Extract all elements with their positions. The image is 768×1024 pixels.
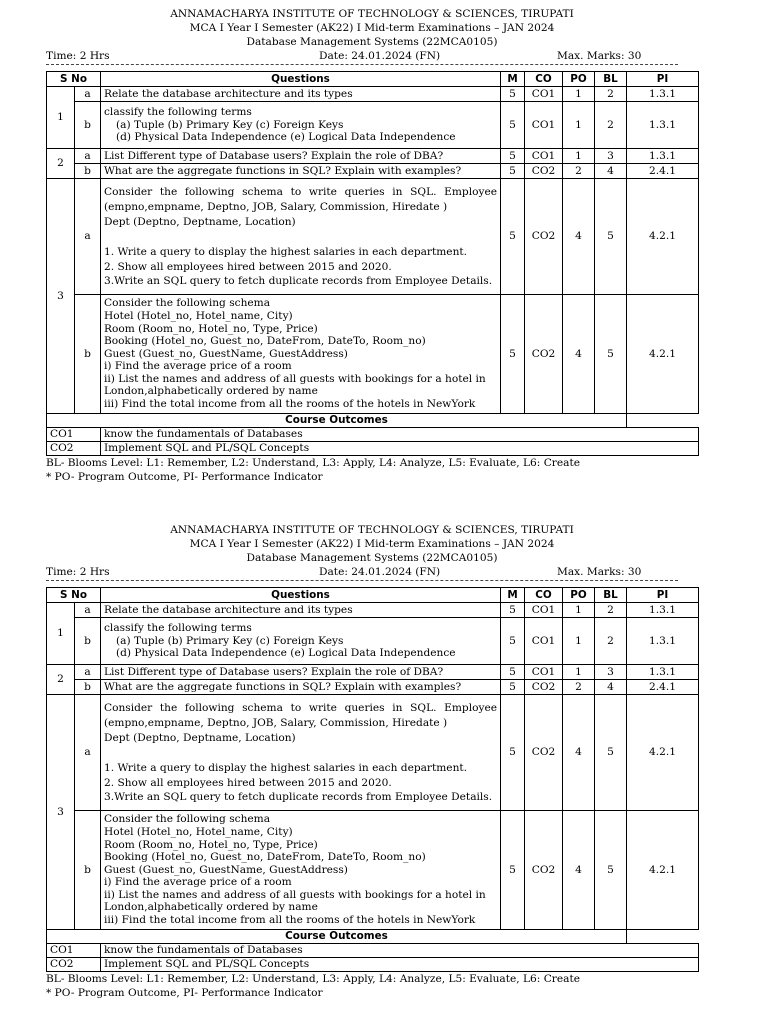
po-cell: 1 bbox=[563, 603, 595, 618]
question-line: classify the following terms bbox=[104, 622, 252, 635]
bl-cell: 4 bbox=[595, 680, 627, 695]
question-line: Booking (Hotel_no, Guest_no, DateFrom, DateTo, Room_no) bbox=[104, 851, 426, 864]
pi-cell: 1.3.1 bbox=[627, 603, 699, 618]
question-line: 3.Write an SQL query to fetch duplicate records from Employee Details. bbox=[104, 791, 493, 803]
col-header-po: PO bbox=[563, 72, 595, 87]
blank-cell bbox=[627, 414, 699, 428]
po-cell: 4 bbox=[563, 695, 595, 811]
question-line: Consider the following schema bbox=[104, 297, 271, 310]
question-line: Consider the following schema to write queries in SQL. Employee (empno,empname, Deptno, JOB, Salary, Commission, Hiredate ) bbox=[104, 186, 497, 213]
bl-cell: 4 bbox=[595, 164, 627, 179]
part-label: b bbox=[75, 295, 101, 414]
question-line: 1. Write a query to display the highest salaries in each department. bbox=[104, 762, 468, 774]
question-text bbox=[101, 618, 501, 665]
table-row bbox=[47, 811, 699, 930]
question-line: Dept (Deptno, Deptname, Location) bbox=[104, 732, 296, 744]
table-row bbox=[47, 149, 699, 164]
col-header-co: CO bbox=[525, 72, 563, 87]
po-pi-note: * PO- Program Outcome, PI- Performance Indicator bbox=[46, 986, 323, 999]
question-line: 2. Show all employees hired between 2015 and 2020. bbox=[104, 777, 392, 789]
exam-date: Date: 24.01.2024 (FN) bbox=[319, 50, 441, 62]
exam-header bbox=[46, 523, 698, 582]
part-label: b bbox=[75, 102, 101, 149]
part-label: a bbox=[75, 149, 101, 164]
col-header-sno: S No bbox=[47, 588, 101, 603]
question-line: Guest (Guest_no, GuestName, GuestAddress) bbox=[104, 863, 348, 876]
marks-cell: 5 bbox=[501, 149, 525, 164]
table-row bbox=[47, 665, 699, 680]
col-header-sno: S No bbox=[47, 72, 101, 87]
question-line: Room (Room_no, Hotel_no, Type, Price) bbox=[104, 322, 318, 335]
marks-cell: 5 bbox=[501, 179, 525, 295]
bl-cell: 5 bbox=[595, 179, 627, 295]
question-number: 3 bbox=[47, 179, 75, 414]
col-header-questions: Questions bbox=[101, 588, 501, 603]
question-text: List Different type of Database users? Explain the role of DBA? bbox=[101, 665, 501, 680]
question-line: i) Find the average price of a room bbox=[104, 360, 292, 373]
marks-cell: 5 bbox=[501, 603, 525, 618]
co-cell: CO2 bbox=[525, 680, 563, 695]
po-cell: 4 bbox=[563, 811, 595, 930]
blank-cell bbox=[627, 930, 699, 944]
co-code: CO1 bbox=[47, 427, 101, 441]
pi-cell: 1.3.1 bbox=[627, 149, 699, 164]
question-text bbox=[101, 179, 501, 295]
table-row bbox=[47, 87, 699, 102]
pi-cell: 4.2.1 bbox=[627, 179, 699, 295]
table-row bbox=[47, 295, 699, 414]
marks-cell: 5 bbox=[501, 102, 525, 149]
dashed-divider bbox=[46, 580, 678, 582]
question-line: ii) List the names and address of all guests with bookings for a hotel in London,alphabetically ordered by name bbox=[104, 372, 486, 398]
course-outcomes-title: Course Outcomes bbox=[47, 414, 627, 428]
table-row bbox=[47, 427, 699, 441]
question-number: 3 bbox=[47, 695, 75, 930]
questions-table bbox=[46, 587, 699, 972]
marks-cell: 5 bbox=[501, 87, 525, 102]
question-line: (a) Tuple (b) Primary Key (c) Foreign Keys bbox=[116, 118, 344, 131]
institute-name: ANNAMACHARYA INSTITUTE OF TECHNOLOGY & SCIENCES, TIRUPATI bbox=[170, 8, 574, 20]
table-header-row bbox=[47, 72, 699, 87]
po-cell: 1 bbox=[563, 665, 595, 680]
question-text: List Different type of Database users? Explain the role of DBA? bbox=[101, 149, 501, 164]
col-header-po: PO bbox=[563, 588, 595, 603]
po-cell: 2 bbox=[563, 680, 595, 695]
co-cell: CO1 bbox=[525, 665, 563, 680]
co-cell: CO2 bbox=[525, 295, 563, 414]
question-line: Guest (Guest_no, GuestName, GuestAddress) bbox=[104, 347, 348, 360]
question-number: 1 bbox=[47, 87, 75, 149]
exam-paper-copy-1 bbox=[46, 7, 698, 484]
question-text bbox=[101, 102, 501, 149]
bl-cell: 2 bbox=[595, 603, 627, 618]
col-header-pi: PI bbox=[627, 588, 699, 603]
question-text bbox=[101, 295, 501, 414]
co-cell: CO1 bbox=[525, 149, 563, 164]
question-line: (d) Physical Data Independence (e) Logical Data Independence bbox=[116, 647, 456, 660]
co-cell: CO1 bbox=[525, 87, 563, 102]
bl-cell: 2 bbox=[595, 618, 627, 665]
course-outcomes-header-row bbox=[47, 930, 699, 944]
co-code: CO1 bbox=[47, 943, 101, 957]
pi-cell: 4.2.1 bbox=[627, 811, 699, 930]
table-row bbox=[47, 680, 699, 695]
po-cell: 1 bbox=[563, 149, 595, 164]
question-line: Dept (Deptno, Deptname, Location) bbox=[104, 216, 296, 228]
question-text: Relate the database architecture and its types bbox=[101, 603, 501, 618]
question-text: Relate the database architecture and its types bbox=[101, 87, 501, 102]
question-line: iii) Find the total income from all the rooms of the hotels in NewYork bbox=[104, 914, 476, 927]
exam-info-row bbox=[46, 49, 698, 63]
co-code: CO2 bbox=[47, 957, 101, 971]
co-description: know the fundamentals of Databases bbox=[101, 427, 699, 441]
col-header-co: CO bbox=[525, 588, 563, 603]
part-label: a bbox=[75, 603, 101, 618]
co-cell: CO1 bbox=[525, 102, 563, 149]
question-line: 2. Show all employees hired between 2015 and 2020. bbox=[104, 261, 392, 273]
institute-name: ANNAMACHARYA INSTITUTE OF TECHNOLOGY & SCIENCES, TIRUPATI bbox=[170, 524, 574, 536]
max-marks: Max. Marks: 30 bbox=[557, 50, 642, 62]
po-cell: 4 bbox=[563, 179, 595, 295]
part-label: b bbox=[75, 811, 101, 930]
question-line: 3.Write an SQL query to fetch duplicate records from Employee Details. bbox=[104, 275, 493, 287]
exam-time: Time: 2 Hrs bbox=[46, 50, 110, 62]
col-header-m: M bbox=[501, 72, 525, 87]
marks-cell: 5 bbox=[501, 618, 525, 665]
pi-cell: 1.3.1 bbox=[627, 87, 699, 102]
table-row bbox=[47, 957, 699, 971]
question-line: Booking (Hotel_no, Guest_no, DateFrom, DateTo, Room_no) bbox=[104, 335, 426, 348]
pi-cell: 1.3.1 bbox=[627, 102, 699, 149]
question-number: 2 bbox=[47, 149, 75, 179]
part-label: b bbox=[75, 164, 101, 179]
co-cell: CO2 bbox=[525, 811, 563, 930]
marks-cell: 5 bbox=[501, 695, 525, 811]
bl-cell: 2 bbox=[595, 102, 627, 149]
question-line: (d) Physical Data Independence (e) Logical Data Independence bbox=[116, 131, 456, 144]
question-text bbox=[101, 811, 501, 930]
dashed-divider bbox=[46, 64, 678, 66]
co-cell: CO2 bbox=[525, 179, 563, 295]
pi-cell: 1.3.1 bbox=[627, 665, 699, 680]
part-label: a bbox=[75, 665, 101, 680]
table-row bbox=[47, 943, 699, 957]
marks-cell: 5 bbox=[501, 811, 525, 930]
co-cell: CO2 bbox=[525, 695, 563, 811]
exam-title: MCA I Year I Semester (AK22) I Mid-term Examinations – JAN 2024 bbox=[189, 538, 555, 550]
co-cell: CO1 bbox=[525, 603, 563, 618]
col-header-m: M bbox=[501, 588, 525, 603]
question-number: 2 bbox=[47, 665, 75, 695]
question-text bbox=[101, 695, 501, 811]
question-line: 1. Write a query to display the highest salaries in each department. bbox=[104, 246, 468, 258]
exam-info-row bbox=[46, 565, 698, 579]
co-description: Implement SQL and PL/SQL Concepts bbox=[101, 441, 699, 455]
po-cell: 2 bbox=[563, 164, 595, 179]
exam-paper-copy-2 bbox=[46, 523, 698, 1000]
table-header-row bbox=[47, 588, 699, 603]
question-line: iii) Find the total income from all the rooms of the hotels in NewYork bbox=[104, 398, 476, 411]
bl-cell: 5 bbox=[595, 695, 627, 811]
pi-cell: 2.4.1 bbox=[627, 164, 699, 179]
marks-cell: 5 bbox=[501, 295, 525, 414]
question-line: Hotel (Hotel_no, Hotel_name, City) bbox=[104, 825, 293, 838]
part-label: b bbox=[75, 618, 101, 665]
exam-date: Date: 24.01.2024 (FN) bbox=[319, 566, 441, 578]
table-row bbox=[47, 179, 699, 295]
pi-cell: 4.2.1 bbox=[627, 295, 699, 414]
col-header-pi: PI bbox=[627, 72, 699, 87]
max-marks: Max. Marks: 30 bbox=[557, 566, 642, 578]
blooms-level-note: BL- Blooms Level: L1: Remember, L2: Understand, L3: Apply, L4: Analyze, L5: Evaluate, L6: Create bbox=[46, 456, 580, 469]
part-label: a bbox=[75, 87, 101, 102]
question-line: Room (Room_no, Hotel_no, Type, Price) bbox=[104, 838, 318, 851]
table-row bbox=[47, 164, 699, 179]
bl-cell: 5 bbox=[595, 295, 627, 414]
question-text: What are the aggregate functions in SQL? Explain with examples? bbox=[101, 680, 501, 695]
table-row bbox=[47, 102, 699, 149]
pi-cell: 2.4.1 bbox=[627, 680, 699, 695]
table-row bbox=[47, 441, 699, 455]
subject-title: Database Management Systems (22MCA0105) bbox=[246, 36, 498, 48]
co-description: know the fundamentals of Databases bbox=[101, 943, 699, 957]
question-line: ii) List the names and address of all guests with bookings for a hotel in London,alphabetically ordered by name bbox=[104, 888, 486, 914]
bl-cell: 5 bbox=[595, 811, 627, 930]
exam-title: MCA I Year I Semester (AK22) I Mid-term Examinations – JAN 2024 bbox=[189, 22, 555, 34]
question-line: Consider the following schema to write queries in SQL. Employee (empno,empname, Deptno, JOB, Salary, Commission, Hiredate ) bbox=[104, 702, 497, 729]
blooms-level-note: BL- Blooms Level: L1: Remember, L2: Understand, L3: Apply, L4: Analyze, L5: Evaluate, L6: Create bbox=[46, 972, 580, 985]
bl-cell: 3 bbox=[595, 149, 627, 164]
bl-cell: 3 bbox=[595, 665, 627, 680]
exam-time: Time: 2 Hrs bbox=[46, 566, 110, 578]
marks-cell: 5 bbox=[501, 665, 525, 680]
question-line: i) Find the average price of a room bbox=[104, 876, 292, 889]
marks-cell: 5 bbox=[501, 164, 525, 179]
blank-line bbox=[104, 230, 497, 245]
question-number: 1 bbox=[47, 603, 75, 665]
po-cell: 1 bbox=[563, 87, 595, 102]
exam-header bbox=[46, 7, 698, 66]
blank-line bbox=[104, 746, 497, 761]
co-cell: CO2 bbox=[525, 164, 563, 179]
po-cell: 4 bbox=[563, 295, 595, 414]
col-header-questions: Questions bbox=[101, 72, 501, 87]
question-text: What are the aggregate functions in SQL? Explain with examples? bbox=[101, 164, 501, 179]
po-cell: 1 bbox=[563, 102, 595, 149]
col-header-bl: BL bbox=[595, 72, 627, 87]
subject-title: Database Management Systems (22MCA0105) bbox=[246, 552, 498, 564]
table-row bbox=[47, 618, 699, 665]
table-row bbox=[47, 603, 699, 618]
co-description: Implement SQL and PL/SQL Concepts bbox=[101, 957, 699, 971]
part-label: b bbox=[75, 680, 101, 695]
co-cell: CO1 bbox=[525, 618, 563, 665]
pi-cell: 1.3.1 bbox=[627, 618, 699, 665]
marks-cell: 5 bbox=[501, 680, 525, 695]
bl-cell: 2 bbox=[595, 87, 627, 102]
question-line: classify the following terms bbox=[104, 106, 252, 119]
question-line: Hotel (Hotel_no, Hotel_name, City) bbox=[104, 309, 293, 322]
part-label: a bbox=[75, 695, 101, 811]
po-cell: 1 bbox=[563, 618, 595, 665]
po-pi-note: * PO- Program Outcome, PI- Performance Indicator bbox=[46, 470, 323, 483]
question-line: (a) Tuple (b) Primary Key (c) Foreign Keys bbox=[116, 634, 344, 647]
questions-table bbox=[46, 71, 699, 456]
table-row bbox=[47, 695, 699, 811]
question-line: Consider the following schema bbox=[104, 813, 271, 826]
course-outcomes-header-row bbox=[47, 414, 699, 428]
part-label: a bbox=[75, 179, 101, 295]
col-header-bl: BL bbox=[595, 588, 627, 603]
pi-cell: 4.2.1 bbox=[627, 695, 699, 811]
course-outcomes-title: Course Outcomes bbox=[47, 930, 627, 944]
co-code: CO2 bbox=[47, 441, 101, 455]
